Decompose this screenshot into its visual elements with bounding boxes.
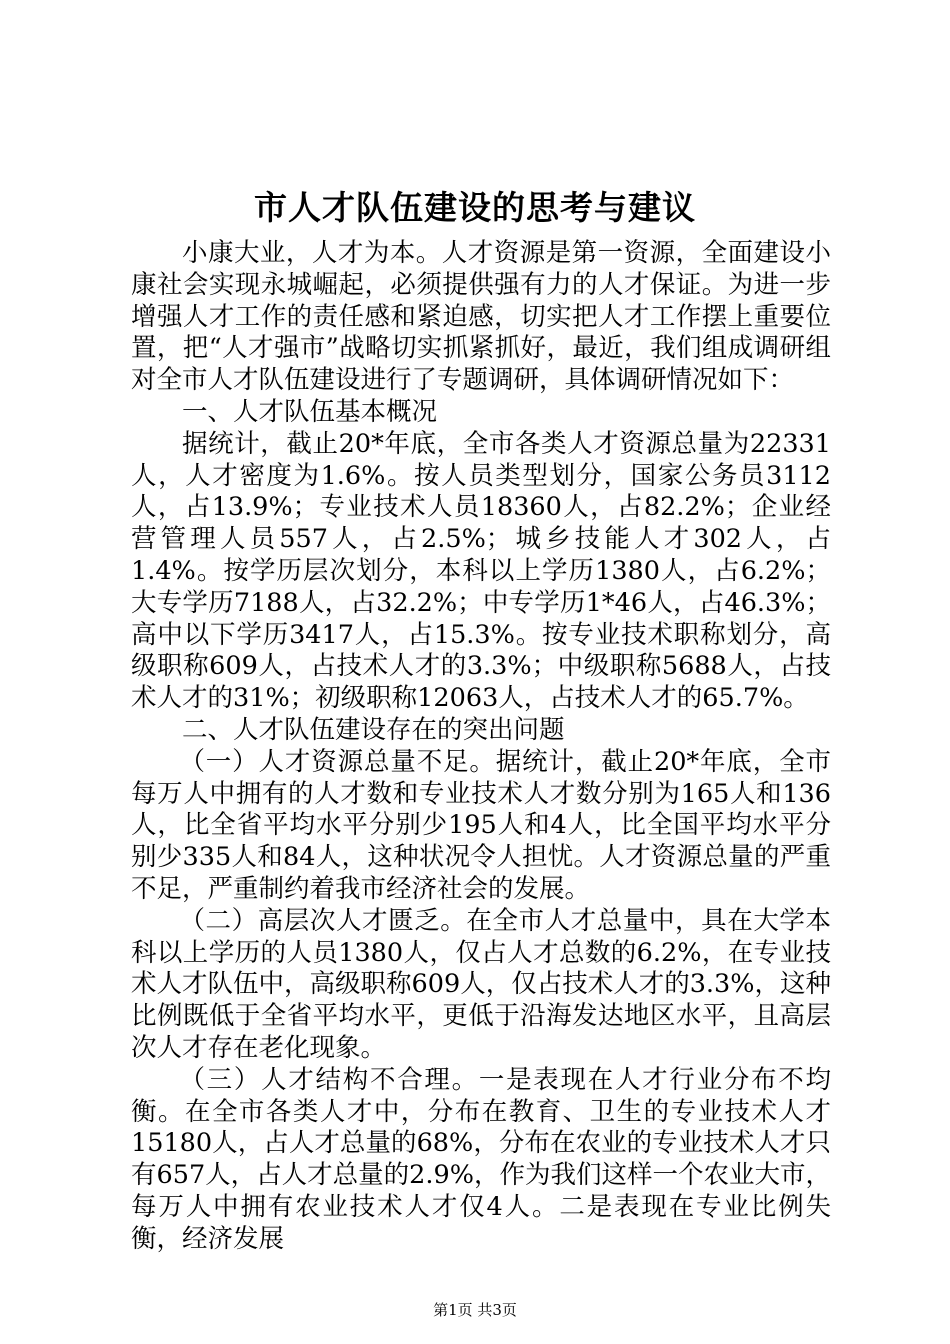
section-heading-problems: 二、人才队伍建设存在的突出问题 [182, 714, 565, 745]
statistics-paragraph: 据统计，截止20*年底，全市各类人才资源总量为22331人，人才密度为1.6%。按人员类型划分，国家公务员3112人，占13.9%；专业技术人员18360人，占82.2%；企业经营管理人员557人，占2.5%；城乡技能人才302人，占1.4%。按学历层次划分，本科以上学历1380人，占6.2%；大专学历7188人，占32.2%；中专学历1*46人，占46.3%；高中以下学历3417人，占15.3%。按专业技术职称划分，高级职称609人，占技术人才的3.3%；中级职称5688人，占技术人才的31%；初级职称12063人，占技术人才的65.7%。 [131, 428, 831, 714]
intro-paragraph: 小康大业，人才为本。人才资源是第一资源，全面建设小康社会实现永城崛起，必须提供强有力的人才保证。为进一步增强人才工作的责任感和紧迫感，切实把人才工作摆上重要位置，把“人才强市”战略切实抓紧抓好，最近，我们组成调研组对全市人才队伍建设进行了专题调研，具体调研情况如下： [131, 238, 831, 396]
problem-paragraph-2: （二）高层次人才匮乏。在全市人才总量中，具在大学本科以上学历的人员1380人，仅占人才总数的6.2%，在专业技术人才队伍中，高级职称609人，仅占技术人才的3.3%，这种比例既低于全省平均水平，更低于沿海发达地区水平，且高层次人才存在老化现象。 [131, 905, 831, 1063]
problem-paragraph-3: （三）人才结构不合理。一是表现在人才行业分布不均衡。在全市各类人才中，分布在教育、卫生的专业技术人才15180人，占人才总量的68%，分布在农业的专业技术人才只有657人，占人才总量的2.9%，作为我们这样一个农业大市，每万人中拥有农业技术人才仅4人。二是表现在专业比例失衡，经济发展 [131, 1064, 831, 1254]
problem-paragraph-1: （一）人才资源总量不足。据统计，截止20*年底，全市每万人中拥有的人才数和专业技术人才数分别为165人和136人，比全省平均水平分别少195人和4人，比全国平均水平分别少335人和84人，这种状况令人担忧。人才资源总量的严重不足，严重制约着我市经济社会的发展。 [131, 746, 831, 904]
section-heading-overview: 一、人才队伍基本概况 [182, 396, 438, 427]
document-body [131, 238, 831, 1256]
document-title: 市人才队伍建设的思考与建议 [254, 188, 696, 227]
page-footer: 第1页 共3页 [433, 1301, 517, 1319]
